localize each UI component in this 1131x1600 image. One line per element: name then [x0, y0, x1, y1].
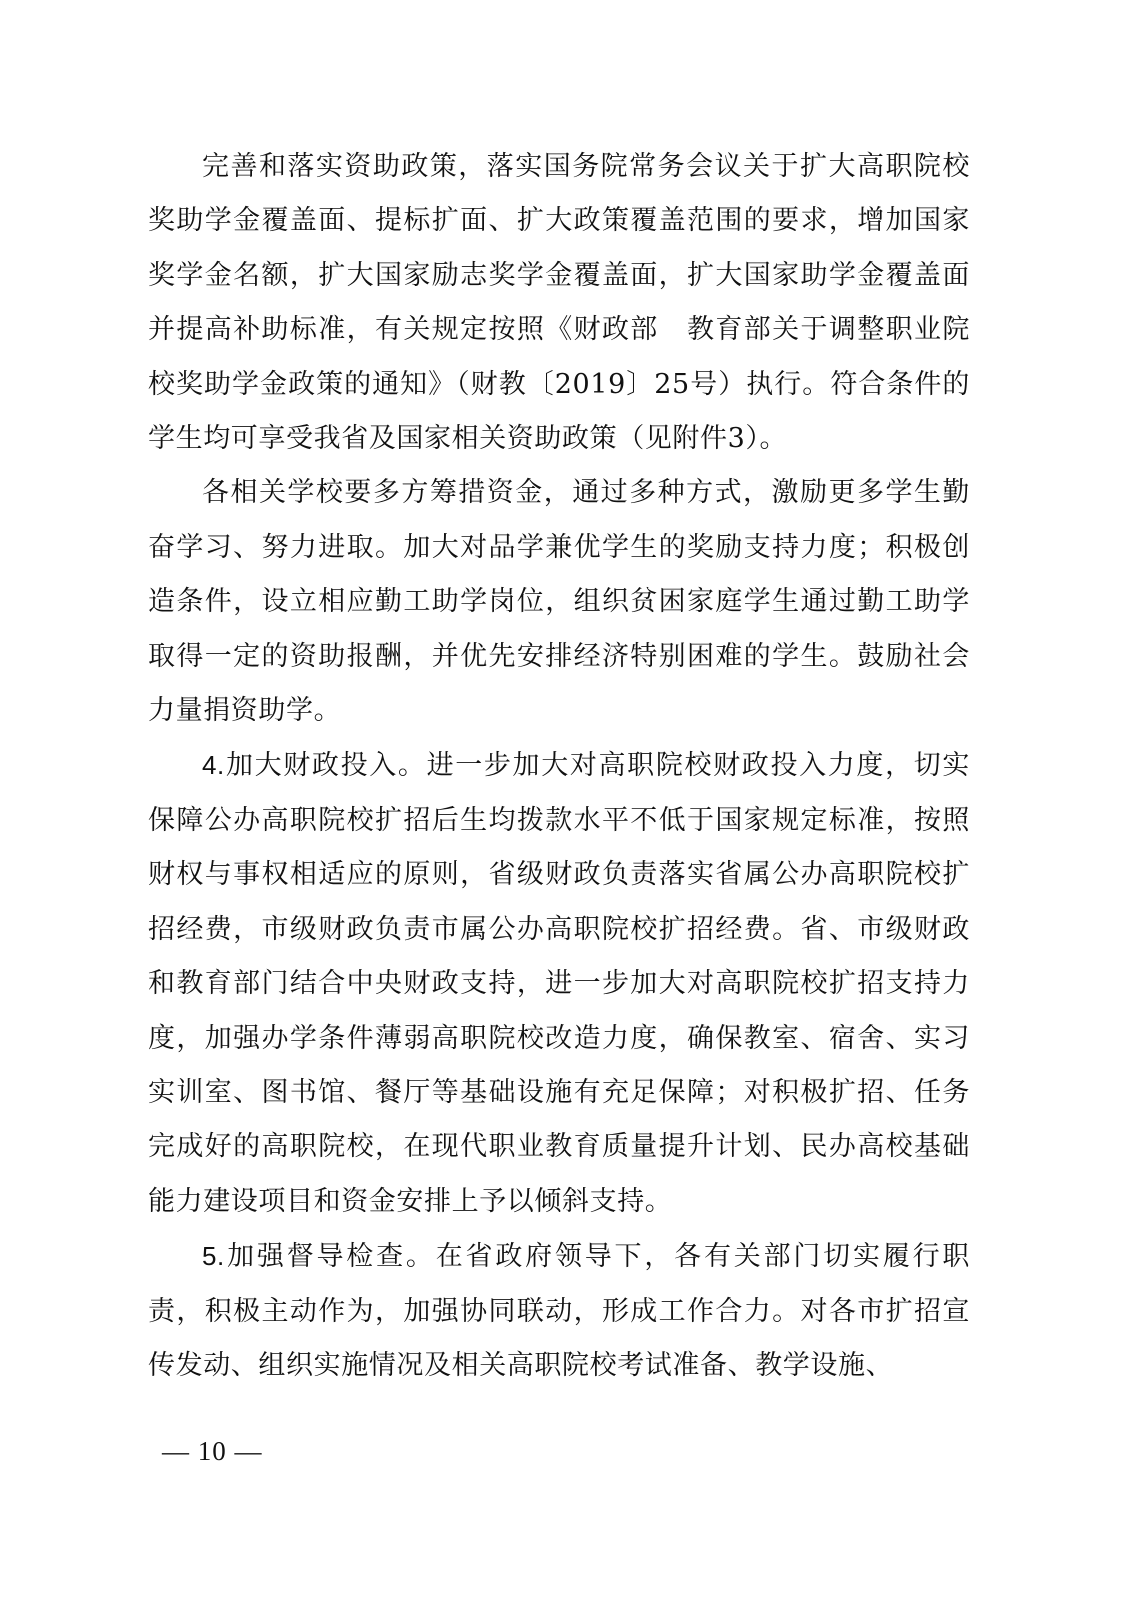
item-heading: 加大财政投入。	[224, 750, 427, 782]
item-number: 4.	[202, 750, 225, 781]
paragraph-financial-aid-policy	[148, 140, 970, 466]
paragraph-item-4-fiscal-investment	[148, 738, 970, 1229]
paragraph-text: 完善和落实资助政策，落实国务院常务会议关于扩大高职院校奖助学金覆盖面、提标扩面、扩大政策覆盖范围的要求，增加国家奖学金名额，扩大国家励志奖学金覆盖面，扩大国家助学金覆盖面并提高补助标准，有关规定按照《财政部 教育部关于调整职业院校奖助学金政策的通知》（财教〔2019〕25号）执行。符合条件的学生均可享受我省及国家相关资助政策（见附件3）。	[148, 151, 970, 455]
item-number: 5.	[202, 1241, 225, 1272]
page-number: — 10 —	[162, 1436, 263, 1466]
paragraph-school-funding-measures	[148, 466, 970, 738]
paragraph-text: 在省政府领导下，各有关部门切实履行职责，积极主动作为，加强协同联动，形成工作合力。对各市扩招宣传发动、组织实施情况及相关高职院校考试准备、教学设施、	[148, 1241, 970, 1381]
paragraph-item-5-supervision	[148, 1229, 970, 1393]
document-body	[148, 140, 970, 1393]
paragraph-text: 各相关学校要多方筹措资金，通过多种方式，激励更多学生勤奋学习、努力进取。加大对品学兼优学生的奖励支持力度；积极创造条件，设立相应勤工助学岗位，组织贫困家庭学生通过勤工助学取得一定的资助报酬，并优先安排经济特别困难的学生。鼓励社会力量捐资助学。	[148, 477, 970, 727]
paragraph-text: 进一步加大对高职院校财政投入力度，切实保障公办高职院校扩招后生均拨款水平不低于国家规定标准，按照财权与事权相适应的原则，省级财政负责落实省属公办高职院校扩招经费，市级财政负责市属公办高职院校扩招经费。省、市级财政和教育部门结合中央财政支持，进一步加大对高职院校扩招支持力度，加强办学条件薄弱高职院校改造力度，确保教室、宿舍、实习实训室、图书馆、餐厅等基础设施有充足保障；对积极扩招、任务完成好的高职院校，在现代职业教育质量提升计划、民办高校基础能力建设项目和资金安排上予以倾斜支持。	[148, 750, 970, 1217]
item-heading: 加强督导检查。	[224, 1241, 436, 1273]
